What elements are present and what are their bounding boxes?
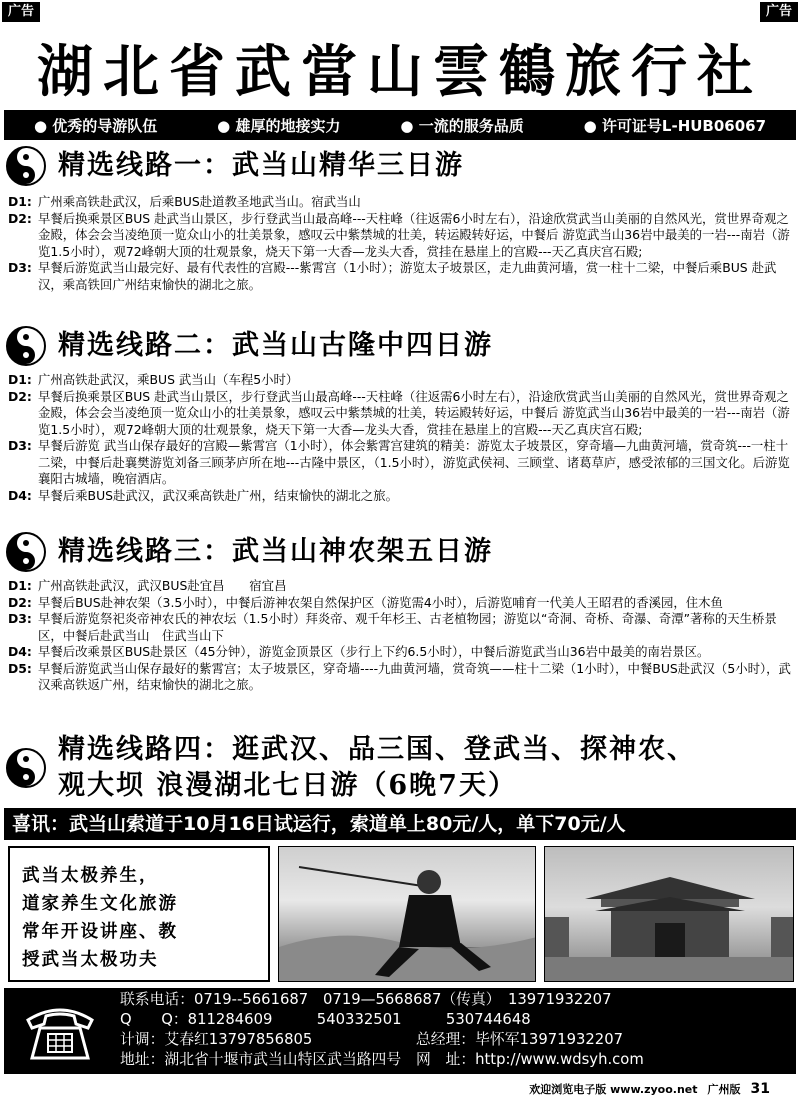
itinerary-day: D4: 早餐后乘BUS赴武汉，武汉乘高铁赴广州，结束愉快的湖北之旅。 bbox=[8, 487, 398, 503]
route-4-title-line2: 观大坝 浪漫湖北七日游（6晚7天） bbox=[58, 770, 517, 801]
itinerary-day: D1: 广州高铁赴武汉，武汉BUS赴宜昌 宿宜昌 bbox=[8, 578, 287, 593]
taiji-promo bbox=[8, 846, 270, 982]
route-1-title: 精选线路一：武当山精华三日游 bbox=[58, 150, 464, 181]
promo-line: 武当太极养生， bbox=[22, 866, 159, 886]
palace-photo bbox=[544, 846, 794, 982]
contact-address: 地址：湖北省十堰市武当山特区武当路四号 网 址：http://www.wdsyh.com bbox=[120, 1051, 644, 1068]
route-2-title: 精选线路二：武当山古隆中四日游 bbox=[58, 330, 493, 361]
itinerary-day: D3: 早餐后游览 武当山保存最好的宫殿—紫霄宫（1小时），体会紫霄宫建筑的精美：游览太子坡景区，穿奇墙—九曲黄河墙，赏奇筑---一柱十二梁，中餐后赴襄樊游览刘备三顾茅庐所在地---古隆中景区，（1.5小时），游览武侯祠、三顾堂、诸葛草庐，感受浓郁的三国文化。后游览襄阳古城墙，晚宿酒店。 bbox=[8, 438, 790, 486]
feature-item: ● 许可证号L-HUB06067 bbox=[584, 115, 766, 136]
promo-line: 道家养生文化旅游 bbox=[22, 894, 178, 914]
taiji-master-photo bbox=[278, 846, 536, 982]
route-4-title: 精选线路四：逛武汉、品三国、登武当、探神农、 bbox=[58, 734, 696, 765]
route-3-heading bbox=[6, 532, 796, 572]
news-banner: 喜讯：武当山索道于10月16日试运行，索道单上80元/人，单下70元/人 bbox=[4, 808, 796, 840]
contact-phone: 联系电话：0719--5661687 0719—5668687（传真） 13971932207 bbox=[120, 991, 612, 1008]
itinerary-day: D5: 早餐后游览武当山保存最好的紫霄宫；太子坡景区，穿奇墙----九曲黄河墙，赏奇筑——柱十二梁（1小时），中餐BUS赴武汉（5小时），武汉乘高铁返广州，结束愉快的湖北之旅。 bbox=[8, 660, 791, 692]
agency-title: 湖北省武當山雲鶴旅行社 bbox=[37, 39, 763, 105]
ad-tag-left: 广告 bbox=[2, 2, 40, 22]
palace-illustration bbox=[545, 847, 794, 982]
contact-staff: 计调：艾春红13797856805 总经理：毕怀军13971932207 bbox=[120, 1031, 624, 1048]
route-1-heading bbox=[6, 146, 796, 186]
footer-slogan: 欢迎浏览电子版 www.zyoo.net bbox=[529, 1083, 698, 1096]
route-1-itinerary bbox=[8, 194, 794, 293]
yin-yang-icon bbox=[6, 532, 46, 572]
page-footer bbox=[0, 1078, 800, 1100]
promo-line: 常年开设讲座、教 bbox=[22, 922, 178, 942]
route-3-itinerary bbox=[8, 578, 794, 694]
route-4-title-block bbox=[58, 732, 696, 804]
feature-item: ● 一流的服务品质 bbox=[400, 115, 523, 136]
yin-yang-icon bbox=[6, 326, 46, 366]
itinerary-day: D1: 广州高铁赴武汉，乘BUS 武当山（车程5小时） bbox=[8, 372, 299, 387]
itinerary-day: D1: 广州乘高铁赴武汉，后乘BUS赴道教圣地武当山。宿武当山 bbox=[8, 194, 361, 209]
feature-item: ● 雄厚的地接实力 bbox=[217, 115, 340, 136]
itinerary-day: D2: 早餐后换乘景区BUS 赴武当山景区，步行登武当山最高峰---天柱峰（往返需6小时左右），沿途欣赏武当山美丽的自然风光，赏世界奇观之金殿，体会会当凌绝顶一览众山小的壮美景象，感叹云中紫禁城的壮美，转运殿转好运，中餐后 游览武当山36岩中最美的一岩---南岩（游览1.5小时），观72峰朝大顶的壮观景象，烧天下第一大香—龙头大香，赏挂在悬崖上的宫殿---天乙真庆宫石殿; bbox=[8, 210, 790, 259]
route-2-heading bbox=[6, 326, 796, 366]
feature-item: ● 优秀的导游队伍 bbox=[34, 115, 157, 136]
route-4-heading bbox=[6, 732, 796, 804]
itinerary-day: D2: 早餐后BUS赴神农架（3.5小时），中餐后游神农架自然保护区（游览需4小时），后游览哺育一代美人王昭君的香溪园，住木鱼 bbox=[8, 594, 723, 610]
yin-yang-icon bbox=[6, 748, 46, 788]
promo-line: 授武当太极功夫 bbox=[22, 950, 159, 970]
feature-bar bbox=[4, 110, 796, 140]
contact-qq: Q Q：811284609 540332501 530744648 bbox=[120, 1011, 531, 1028]
itinerary-day: D3: 早餐后游览武当山最完好、最有代表性的宫殿---紫霄宫（1小时）；游览太子坡景区，走九曲黄河墙，赏一柱十二梁，中餐后乘BUS 赴武汉，乘高铁回广州结束愉快的湖北之旅。 bbox=[8, 260, 777, 292]
page-number: 31 bbox=[750, 1081, 770, 1097]
route-3-title: 精选线路三：武当山神农架五日游 bbox=[58, 536, 493, 567]
itinerary-day: D4: 早餐后改乘景区BUS赴景区（45分钟），游览金顶景区（步行上下约6.5小时），中餐后游览武当山36岩中最美的南岩景区。 bbox=[8, 644, 710, 659]
itinerary-day: D2: 早餐后换乘景区BUS 赴武当山景区，步行登武当山最高峰---天柱峰（往返需6小时左右），沿途欣赏武当山美丽的自然风光，赏世界奇观之金殿，体会会当凌绝顶一览众山小的壮美景象，感叹云中紫禁城的壮美，转运殿转好运，中餐后 游览武当山36岩中最美的一岩---南岩（游览1.5小时），观72峰朝大顶的壮观景象，烧天下第一大香—龙头大香，赏挂在悬崖上的宫殿---天乙真庆宫石殿; bbox=[8, 388, 790, 437]
ad-tag-right: 广告 bbox=[760, 2, 798, 22]
route-2-itinerary bbox=[8, 372, 794, 504]
itinerary-day: D3: 早餐后游览祭祀炎帝神农氏的神农坛（1.5小时）拜炎帝、观千年杉王、古老植物园；游览以“奇洞、奇桥、奇瀑、奇潭”著称的天生桥景区，中餐后赴武当山 住武当山下 bbox=[8, 611, 777, 643]
contact-panel bbox=[4, 988, 796, 1074]
yin-yang-icon bbox=[6, 146, 46, 186]
footer-edition: 广州版 bbox=[707, 1083, 741, 1096]
telephone-icon bbox=[22, 998, 98, 1064]
taiji-master-illustration bbox=[279, 847, 536, 982]
